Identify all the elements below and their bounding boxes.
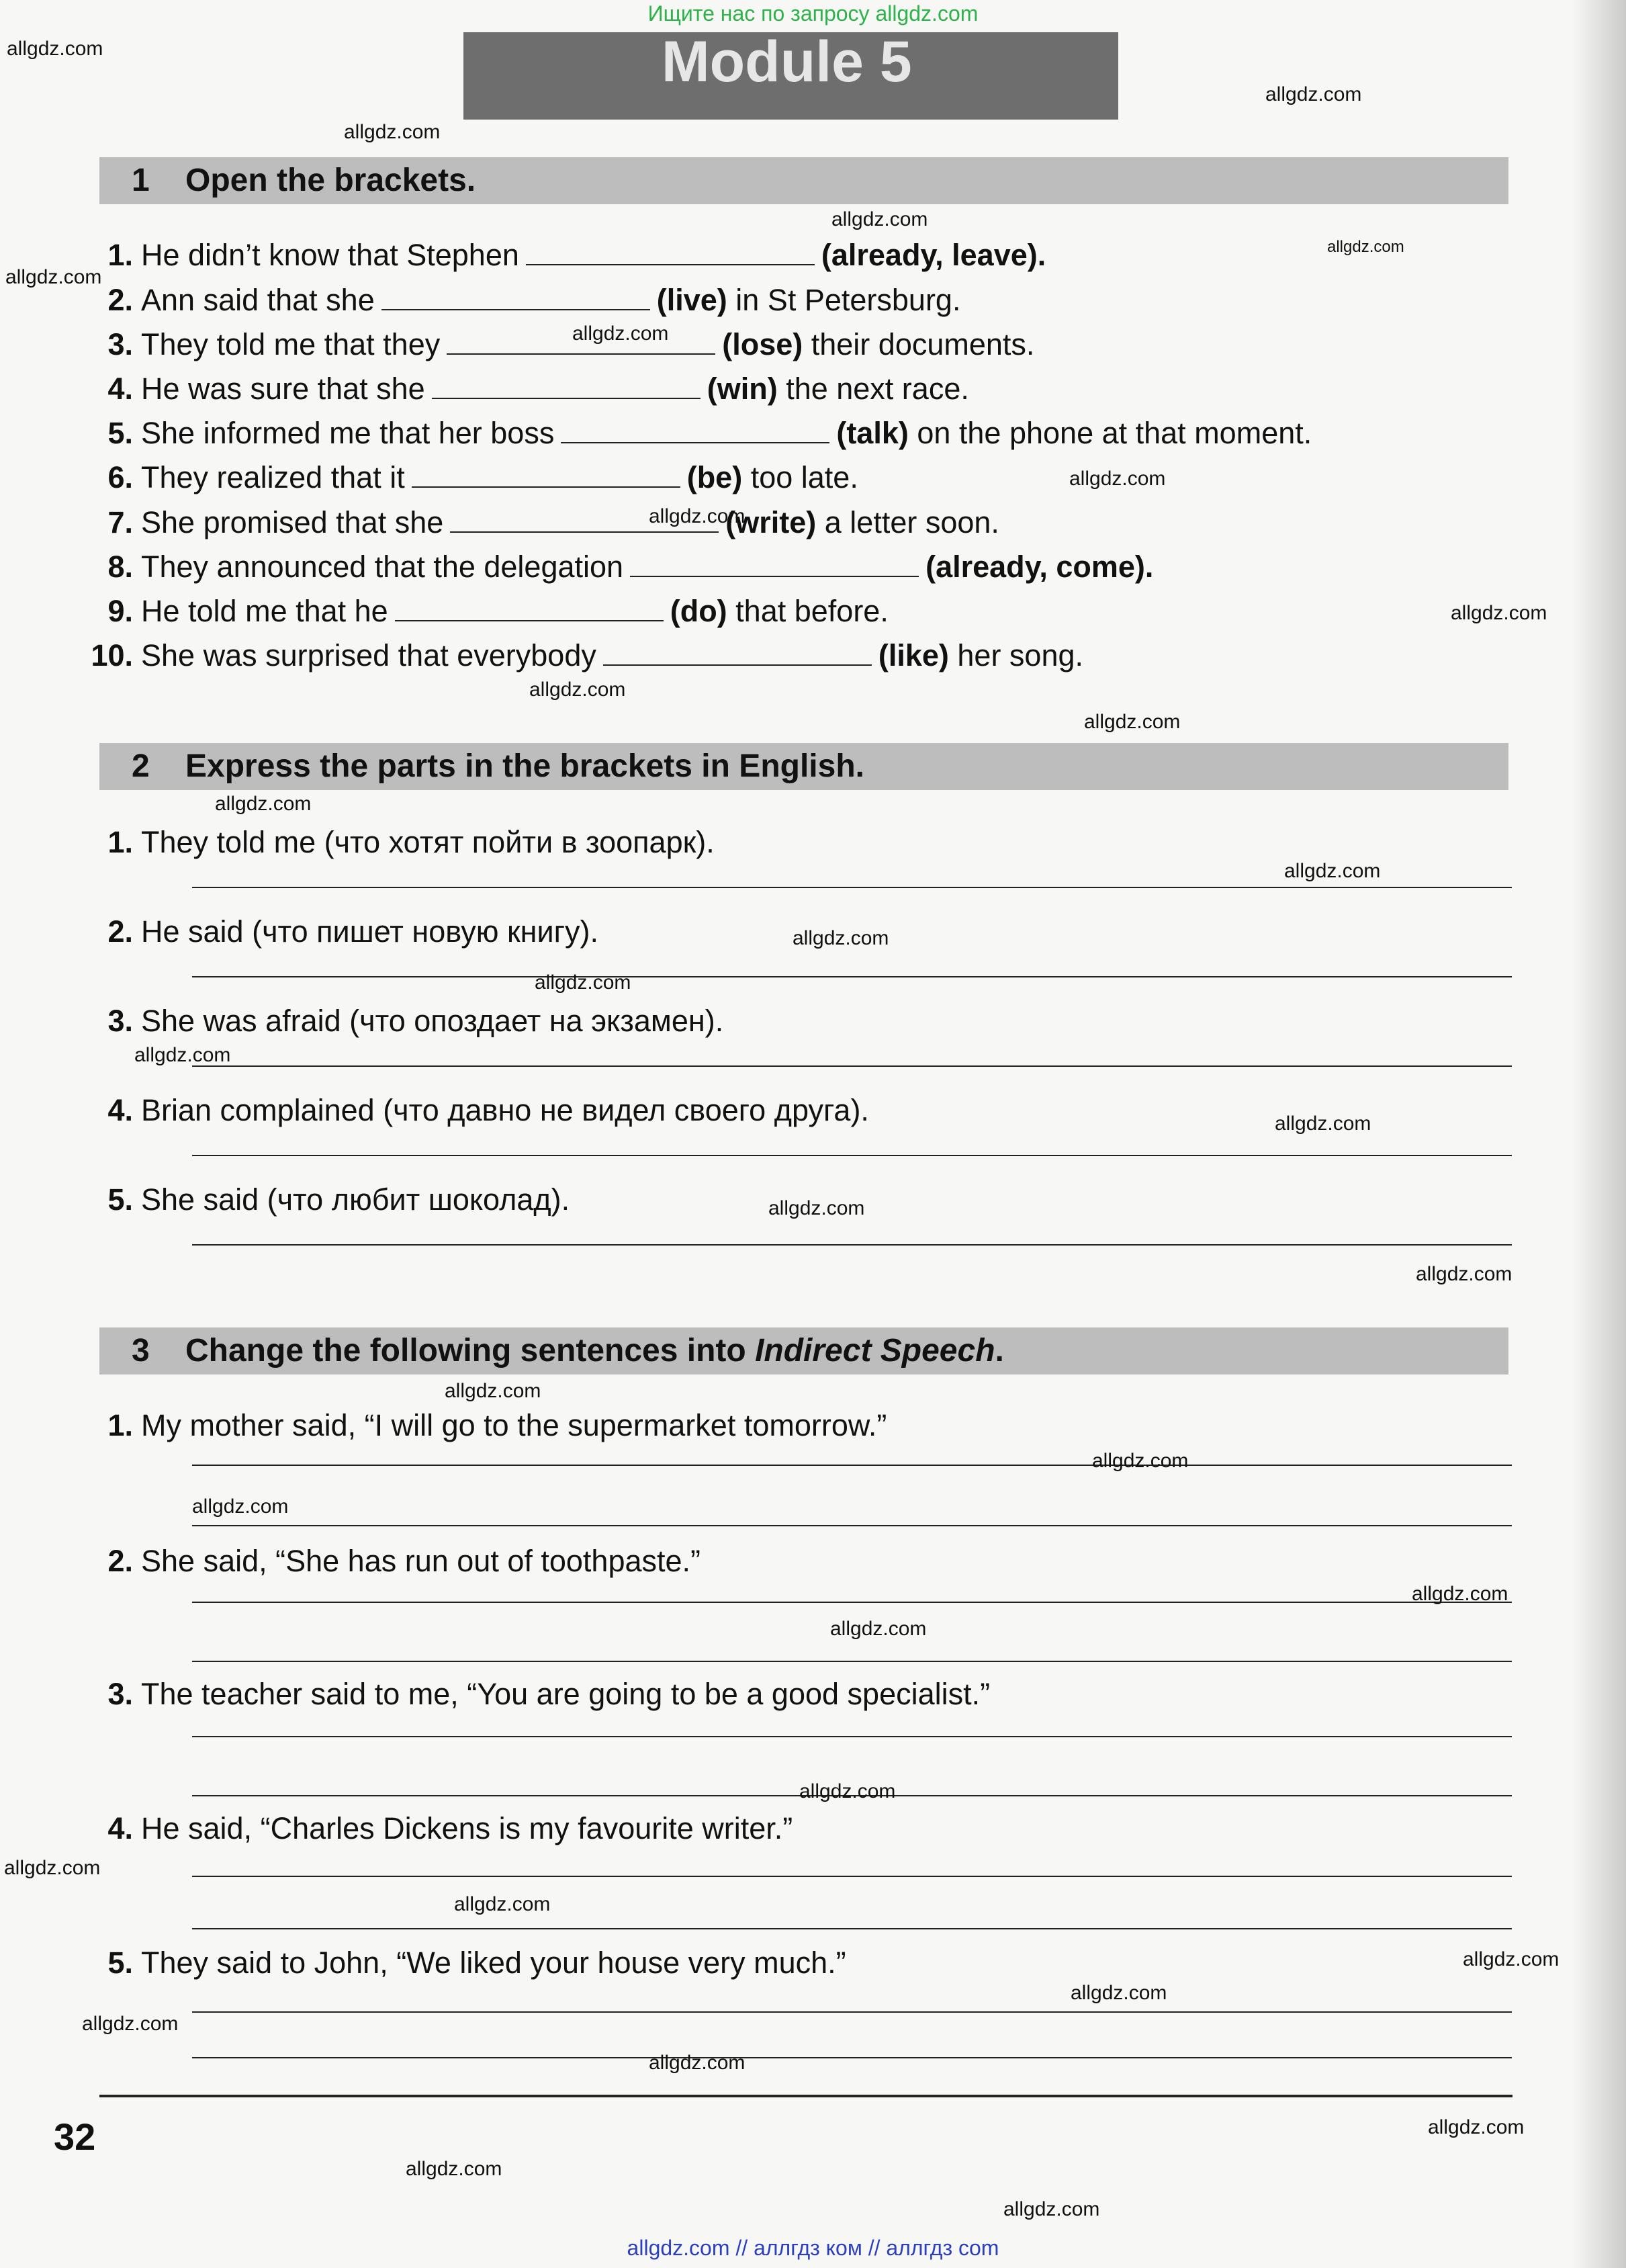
watermark: allgdz.com bbox=[7, 38, 103, 60]
answer-line[interactable] bbox=[192, 1155, 1512, 1156]
footer-rule bbox=[99, 2095, 1512, 2097]
answer-line[interactable] bbox=[192, 1065, 1512, 1067]
watermark: allgdz.com bbox=[4, 1857, 101, 1879]
answer-line[interactable] bbox=[192, 1465, 1512, 1466]
bottom-banner[interactable]: allgdz.com // аллгдз ком // аллгдз com bbox=[627, 2236, 999, 2260]
exercise-2-title: Express the parts in the brackets in English. bbox=[185, 748, 864, 784]
watermark: allgdz.com bbox=[5, 266, 102, 288]
answer-line[interactable] bbox=[192, 1661, 1512, 1662]
watermark: allgdz.com bbox=[1084, 711, 1181, 733]
exercise-3-number: 3 bbox=[132, 1333, 150, 1368]
watermark: allgdz.com bbox=[192, 1495, 289, 1518]
watermark: allgdz.com bbox=[1069, 468, 1166, 490]
watermark: allgdz.com bbox=[572, 322, 669, 345]
answer-line[interactable] bbox=[192, 1602, 1512, 1603]
watermark: allgdz.com bbox=[529, 679, 626, 701]
answer-blank[interactable] bbox=[561, 415, 829, 443]
watermark: allgdz.com bbox=[535, 971, 631, 994]
watermark: allgdz.com bbox=[831, 208, 928, 230]
watermark: allgdz.com bbox=[649, 505, 746, 527]
watermark: allgdz.com bbox=[1416, 1263, 1512, 1285]
watermark: allgdz.com bbox=[134, 1044, 231, 1066]
answer-blank[interactable] bbox=[395, 593, 664, 621]
answer-line[interactable] bbox=[192, 976, 1512, 977]
watermark: allgdz.com bbox=[1092, 1450, 1189, 1472]
watermark: allgdz.com bbox=[793, 927, 889, 949]
watermark: allgdz.com bbox=[1327, 238, 1404, 256]
answer-line[interactable] bbox=[192, 1244, 1512, 1246]
answer-blank[interactable] bbox=[412, 460, 680, 488]
watermark: allgdz.com bbox=[406, 2158, 502, 2180]
watermark: allgdz.com bbox=[1071, 1982, 1167, 2004]
watermark: allgdz.com bbox=[799, 1780, 896, 1802]
top-banner[interactable]: Ищите нас по запросу allgdz.com bbox=[647, 1, 979, 26]
page-edge-shadow bbox=[1572, 0, 1626, 2268]
watermark: allgdz.com bbox=[1451, 602, 1547, 624]
watermark: allgdz.com bbox=[82, 2013, 179, 2035]
answer-blank[interactable] bbox=[381, 282, 650, 310]
answer-line[interactable] bbox=[192, 1928, 1512, 1929]
watermark: allgdz.com bbox=[768, 1197, 865, 1219]
answer-blank[interactable] bbox=[432, 371, 701, 399]
watermark: allgdz.com bbox=[1284, 860, 1381, 882]
watermark: allgdz.com bbox=[454, 1893, 551, 1915]
answer-line[interactable] bbox=[192, 1525, 1512, 1526]
watermark: allgdz.com bbox=[1428, 2116, 1525, 2138]
exercise-1-number: 1 bbox=[132, 163, 150, 198]
answer-line[interactable] bbox=[192, 2057, 1512, 2058]
watermark: allgdz.com bbox=[1275, 1113, 1371, 1135]
answer-line[interactable] bbox=[192, 1876, 1512, 1877]
module-title: Module 5 bbox=[463, 32, 1118, 120]
answer-line[interactable] bbox=[192, 887, 1512, 888]
answer-blank[interactable] bbox=[630, 549, 919, 577]
watermark: allgdz.com bbox=[215, 793, 312, 815]
watermark: allgdz.com bbox=[344, 121, 441, 143]
watermark: allgdz.com bbox=[1003, 2198, 1100, 2220]
answer-blank[interactable] bbox=[603, 638, 872, 666]
exercise-1-title: Open the brackets. bbox=[185, 163, 476, 198]
exercise-2-header bbox=[99, 743, 1508, 790]
watermark: allgdz.com bbox=[1412, 1583, 1508, 1605]
answer-line[interactable] bbox=[192, 2011, 1512, 2013]
answer-line[interactable] bbox=[192, 1736, 1512, 1737]
watermark: allgdz.com bbox=[1463, 1948, 1560, 1970]
exercise-3-header bbox=[99, 1327, 1508, 1375]
exercise-2-number: 2 bbox=[132, 748, 150, 784]
answer-blank[interactable] bbox=[526, 237, 815, 265]
exercise-3-title: Change the following sentences into Indirect Speech. bbox=[185, 1333, 1004, 1368]
watermark: allgdz.com bbox=[445, 1380, 541, 1402]
page-number: 32 bbox=[54, 2116, 96, 2158]
watermark: allgdz.com bbox=[1265, 83, 1362, 105]
watermark: allgdz.com bbox=[830, 1618, 927, 1640]
exercise-1-header bbox=[99, 157, 1508, 204]
watermark: allgdz.com bbox=[649, 2052, 746, 2074]
